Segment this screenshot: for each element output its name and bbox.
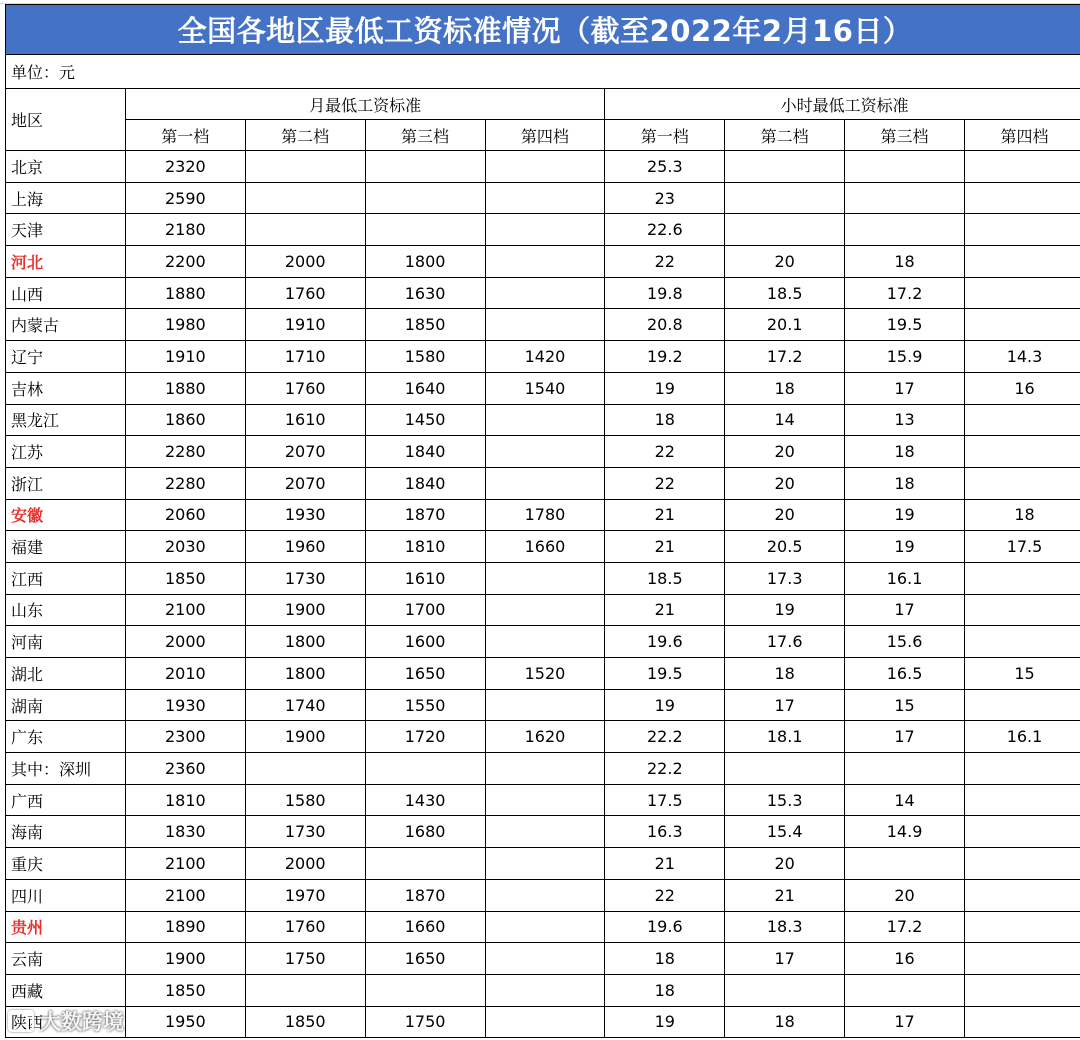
table-row bbox=[6, 246, 1080, 278]
table-row bbox=[6, 467, 1080, 499]
monthly-tier-1-cell[interactable]: 1830 bbox=[125, 816, 245, 848]
hourly-tier-3-cell[interactable]: 16.5 bbox=[845, 658, 965, 690]
hourly-tier-4-cell[interactable] bbox=[965, 182, 1080, 214]
monthly-tier-4-cell[interactable] bbox=[485, 436, 605, 468]
monthly-tier-4-cell[interactable] bbox=[485, 816, 605, 848]
hourly-tier-2-cell[interactable]: 15.3 bbox=[725, 784, 845, 816]
table-row bbox=[6, 277, 1080, 309]
hourly-tier-4-cell[interactable] bbox=[965, 309, 1080, 341]
hourly-tier-3-cell[interactable]: 13 bbox=[845, 404, 965, 436]
monthly-tier-3-cell[interactable] bbox=[365, 974, 485, 1006]
hourly-tier-4-cell[interactable]: 14.3 bbox=[965, 341, 1080, 373]
monthly-tier-4-cell[interactable] bbox=[485, 182, 605, 214]
monthly-tier-4-cell[interactable]: 1540 bbox=[485, 372, 605, 404]
monthly-tier-2-cell[interactable]: 1740 bbox=[245, 689, 365, 721]
monthly-tier-1-cell[interactable]: 1980 bbox=[125, 309, 245, 341]
hourly-tier-1-cell[interactable]: 19 bbox=[605, 372, 725, 404]
hourly-tier-4-cell[interactable] bbox=[965, 816, 1080, 848]
monthly-tier-3-header[interactable]: 第三档 bbox=[365, 120, 485, 151]
monthly-tier-2-cell[interactable]: 1970 bbox=[245, 879, 365, 911]
region-cell[interactable]: 黑龙江 bbox=[6, 404, 126, 436]
hourly-tier-3-cell[interactable]: 19 bbox=[845, 499, 965, 531]
monthly-tier-4-cell[interactable] bbox=[485, 974, 605, 1006]
hourly-tier-4-cell[interactable] bbox=[965, 784, 1080, 816]
region-cell[interactable]: 福建 bbox=[6, 531, 126, 563]
hourly-tier-2-cell[interactable]: 20 bbox=[725, 467, 845, 499]
hourly-tier-4-cell[interactable] bbox=[965, 151, 1080, 183]
hourly-tier-2-cell[interactable]: 19 bbox=[725, 594, 845, 626]
monthly-tier-3-cell[interactable]: 1550 bbox=[365, 689, 485, 721]
hourly-tier-2-cell[interactable] bbox=[725, 214, 845, 246]
hourly-tier-2-cell[interactable]: 20.5 bbox=[725, 531, 845, 563]
monthly-tier-4-cell[interactable] bbox=[485, 753, 605, 785]
hourly-tier-4-cell[interactable] bbox=[965, 848, 1080, 880]
region-cell[interactable]: 山西 bbox=[6, 277, 126, 309]
hourly-tier-2-header[interactable]: 第二档 bbox=[725, 120, 845, 151]
table-row bbox=[6, 341, 1080, 373]
table-row bbox=[6, 214, 1080, 246]
monthly-tier-1-header[interactable]: 第一档 bbox=[125, 120, 245, 151]
region-cell[interactable]: 广西 bbox=[6, 784, 126, 816]
region-cell[interactable]: 广东 bbox=[6, 721, 126, 753]
monthly-tier-4-cell[interactable]: 1660 bbox=[485, 531, 605, 563]
table-row bbox=[6, 784, 1080, 816]
hourly-tier-1-cell[interactable]: 19.2 bbox=[605, 341, 725, 373]
camera-icon bbox=[8, 1010, 34, 1032]
monthly-tier-1-cell[interactable]: 2590 bbox=[125, 182, 245, 214]
hourly-tier-1-cell[interactable]: 19 bbox=[605, 689, 725, 721]
monthly-tier-1-cell[interactable]: 2300 bbox=[125, 721, 245, 753]
hourly-tier-2-cell[interactable]: 17 bbox=[725, 689, 845, 721]
monthly-tier-2-cell[interactable]: 1900 bbox=[245, 721, 365, 753]
monthly-tier-4-cell[interactable] bbox=[485, 562, 605, 594]
monthly-tier-3-cell[interactable]: 1640 bbox=[365, 372, 485, 404]
monthly-tier-1-cell[interactable]: 2280 bbox=[125, 436, 245, 468]
hourly-tier-4-cell[interactable] bbox=[965, 879, 1080, 911]
monthly-tier-1-cell[interactable]: 1930 bbox=[125, 689, 245, 721]
table-row bbox=[6, 372, 1080, 404]
hourly-tier-1-cell[interactable]: 20.8 bbox=[605, 309, 725, 341]
hourly-tier-3-cell[interactable] bbox=[845, 753, 965, 785]
hourly-tier-4-cell[interactable] bbox=[965, 689, 1080, 721]
region-cell[interactable]: 四川 bbox=[6, 879, 126, 911]
monthly-tier-1-cell[interactable]: 1860 bbox=[125, 404, 245, 436]
region-cell[interactable]: 辽宁 bbox=[6, 341, 126, 373]
tier-header-row bbox=[6, 120, 1080, 151]
monthly-tier-2-cell[interactable]: 2070 bbox=[245, 467, 365, 499]
monthly-tier-2-cell[interactable]: 1800 bbox=[245, 658, 365, 690]
monthly-tier-2-cell[interactable]: 1730 bbox=[245, 816, 365, 848]
hourly-tier-3-cell[interactable]: 17.2 bbox=[845, 911, 965, 943]
monthly-tier-3-cell[interactable] bbox=[365, 151, 485, 183]
monthly-tier-3-cell[interactable]: 1840 bbox=[365, 436, 485, 468]
hourly-tier-2-cell[interactable] bbox=[725, 753, 845, 785]
monthly-tier-3-cell[interactable]: 1580 bbox=[365, 341, 485, 373]
monthly-tier-2-cell[interactable] bbox=[245, 753, 365, 785]
hourly-tier-4-cell[interactable] bbox=[965, 562, 1080, 594]
hourly-tier-2-cell[interactable]: 18 bbox=[725, 658, 845, 690]
monthly-tier-3-cell[interactable]: 1450 bbox=[365, 404, 485, 436]
hourly-tier-4-cell[interactable] bbox=[965, 404, 1080, 436]
hourly-tier-4-cell[interactable] bbox=[965, 436, 1080, 468]
hourly-tier-2-cell[interactable]: 18.5 bbox=[725, 277, 845, 309]
table-row bbox=[6, 1006, 1080, 1038]
monthly-tier-2-cell[interactable]: 1850 bbox=[245, 1006, 365, 1038]
monthly-tier-2-cell[interactable]: 1730 bbox=[245, 562, 365, 594]
monthly-tier-1-cell[interactable]: 1950 bbox=[125, 1006, 245, 1038]
hourly-tier-3-cell[interactable] bbox=[845, 974, 965, 1006]
hourly-tier-2-cell[interactable]: 18.3 bbox=[725, 911, 845, 943]
table-row bbox=[6, 499, 1080, 531]
region-cell[interactable]: 重庆 bbox=[6, 848, 126, 880]
monthly-tier-2-cell[interactable] bbox=[245, 974, 365, 1006]
table-row bbox=[6, 309, 1080, 341]
hourly-tier-4-cell[interactable]: 15 bbox=[965, 658, 1080, 690]
monthly-tier-2-cell[interactable]: 1610 bbox=[245, 404, 365, 436]
monthly-tier-2-cell[interactable]: 1800 bbox=[245, 626, 365, 658]
region-cell[interactable]: 西藏 bbox=[6, 974, 126, 1006]
hourly-tier-2-cell[interactable]: 20 bbox=[725, 848, 845, 880]
watermark-text: 大数跨境 bbox=[40, 1010, 124, 1034]
monthly-tier-3-cell[interactable]: 1610 bbox=[365, 562, 485, 594]
table-title[interactable]: 全国各地区最低工资标准情况（截至2022年2月16日） bbox=[6, 5, 1080, 55]
hourly-tier-2-cell[interactable]: 18.1 bbox=[725, 721, 845, 753]
monthly-tier-2-cell[interactable]: 1910 bbox=[245, 309, 365, 341]
region-cell[interactable]: 河北 bbox=[6, 246, 126, 278]
hourly-tier-1-cell[interactable]: 19.6 bbox=[605, 911, 725, 943]
monthly-tier-4-cell[interactable] bbox=[485, 467, 605, 499]
table-row bbox=[6, 562, 1080, 594]
monthly-tier-2-cell[interactable]: 1760 bbox=[245, 277, 365, 309]
table-row bbox=[6, 151, 1080, 183]
region-cell[interactable]: 江西 bbox=[6, 562, 126, 594]
monthly-tier-2-cell[interactable]: 1750 bbox=[245, 943, 365, 975]
monthly-tier-1-cell[interactable]: 1850 bbox=[125, 974, 245, 1006]
monthly-tier-4-cell[interactable] bbox=[485, 879, 605, 911]
monthly-tier-3-cell[interactable]: 1650 bbox=[365, 943, 485, 975]
region-header[interactable]: 地区 bbox=[6, 89, 126, 151]
monthly-tier-1-cell[interactable]: 2200 bbox=[125, 246, 245, 278]
hourly-tier-3-cell[interactable]: 15.9 bbox=[845, 341, 965, 373]
hourly-tier-4-cell[interactable]: 16.1 bbox=[965, 721, 1080, 753]
hourly-tier-2-cell[interactable]: 18 bbox=[725, 372, 845, 404]
table-row bbox=[6, 974, 1080, 1006]
region-cell[interactable]: 湖北 bbox=[6, 658, 126, 690]
hourly-tier-1-cell[interactable]: 22 bbox=[605, 246, 725, 278]
hourly-tier-3-cell[interactable]: 14 bbox=[845, 784, 965, 816]
monthly-tier-4-cell[interactable] bbox=[485, 1006, 605, 1038]
hourly-tier-3-cell[interactable]: 15.6 bbox=[845, 626, 965, 658]
table-row bbox=[6, 689, 1080, 721]
hourly-tier-1-cell[interactable]: 22.6 bbox=[605, 214, 725, 246]
monthly-tier-1-cell[interactable]: 1890 bbox=[125, 911, 245, 943]
hourly-tier-2-cell[interactable]: 20 bbox=[725, 436, 845, 468]
hourly-tier-1-cell[interactable]: 16.3 bbox=[605, 816, 725, 848]
region-cell[interactable]: 河南 bbox=[6, 626, 126, 658]
table-row bbox=[6, 911, 1080, 943]
region-cell[interactable]: 浙江 bbox=[6, 467, 126, 499]
hourly-tier-2-cell[interactable]: 14 bbox=[725, 404, 845, 436]
region-cell[interactable]: 上海 bbox=[6, 182, 126, 214]
minimum-wage-table bbox=[5, 4, 1080, 1038]
hourly-tier-4-cell[interactable] bbox=[965, 943, 1080, 975]
monthly-tier-4-cell[interactable] bbox=[485, 626, 605, 658]
monthly-tier-4-cell[interactable]: 1520 bbox=[485, 658, 605, 690]
region-cell[interactable]: 其中：深圳 bbox=[6, 753, 126, 785]
monthly-tier-1-cell[interactable]: 1850 bbox=[125, 562, 245, 594]
table-row bbox=[6, 594, 1080, 626]
table-row bbox=[6, 404, 1080, 436]
hourly-tier-1-cell[interactable]: 19.8 bbox=[605, 277, 725, 309]
hourly-tier-2-cell[interactable] bbox=[725, 974, 845, 1006]
monthly-tier-3-cell[interactable]: 1700 bbox=[365, 594, 485, 626]
monthly-tier-3-cell[interactable]: 1810 bbox=[365, 531, 485, 563]
table-row bbox=[6, 626, 1080, 658]
hourly-tier-4-cell[interactable] bbox=[965, 214, 1080, 246]
monthly-tier-2-cell[interactable]: 2000 bbox=[245, 246, 365, 278]
hourly-tier-1-cell[interactable]: 18 bbox=[605, 974, 725, 1006]
table-row bbox=[6, 531, 1080, 563]
monthly-tier-1-cell[interactable]: 1880 bbox=[125, 277, 245, 309]
monthly-tier-3-cell[interactable]: 1800 bbox=[365, 246, 485, 278]
hourly-tier-3-cell[interactable]: 16 bbox=[845, 943, 965, 975]
monthly-group-header[interactable]: 月最低工资标准 bbox=[125, 89, 605, 120]
monthly-tier-3-cell[interactable]: 1650 bbox=[365, 658, 485, 690]
monthly-tier-2-cell[interactable] bbox=[245, 182, 365, 214]
monthly-tier-1-cell[interactable]: 2100 bbox=[125, 594, 245, 626]
hourly-tier-2-cell[interactable]: 20.1 bbox=[725, 309, 845, 341]
monthly-tier-2-cell[interactable]: 1760 bbox=[245, 372, 365, 404]
hourly-tier-2-cell[interactable]: 17.6 bbox=[725, 626, 845, 658]
monthly-tier-1-cell[interactable]: 2000 bbox=[125, 626, 245, 658]
hourly-tier-2-cell[interactable] bbox=[725, 182, 845, 214]
monthly-tier-3-cell[interactable] bbox=[365, 848, 485, 880]
monthly-tier-1-cell[interactable]: 2010 bbox=[125, 658, 245, 690]
monthly-tier-2-cell[interactable] bbox=[245, 151, 365, 183]
monthly-tier-3-cell[interactable]: 1680 bbox=[365, 816, 485, 848]
hourly-tier-3-cell[interactable] bbox=[845, 214, 965, 246]
hourly-tier-2-cell[interactable]: 21 bbox=[725, 879, 845, 911]
hourly-tier-3-cell[interactable]: 17 bbox=[845, 1006, 965, 1038]
hourly-tier-4-cell[interactable] bbox=[965, 246, 1080, 278]
hourly-tier-1-cell[interactable]: 19.5 bbox=[605, 658, 725, 690]
hourly-tier-2-cell[interactable]: 17 bbox=[725, 943, 845, 975]
monthly-tier-2-cell[interactable] bbox=[245, 214, 365, 246]
table-row bbox=[6, 943, 1080, 975]
monthly-tier-3-cell[interactable]: 1870 bbox=[365, 499, 485, 531]
monthly-tier-2-cell[interactable]: 2000 bbox=[245, 848, 365, 880]
hourly-tier-1-cell[interactable]: 22.2 bbox=[605, 753, 725, 785]
hourly-tier-1-header[interactable]: 第一档 bbox=[605, 120, 725, 151]
monthly-tier-3-cell[interactable]: 1840 bbox=[365, 467, 485, 499]
hourly-tier-3-cell[interactable]: 18 bbox=[845, 246, 965, 278]
hourly-tier-2-cell[interactable]: 20 bbox=[725, 246, 845, 278]
monthly-tier-3-cell[interactable] bbox=[365, 214, 485, 246]
hourly-tier-3-cell[interactable]: 18 bbox=[845, 467, 965, 499]
region-cell[interactable]: 海南 bbox=[6, 816, 126, 848]
region-cell[interactable]: 内蒙古 bbox=[6, 309, 126, 341]
hourly-tier-3-cell[interactable] bbox=[845, 848, 965, 880]
hourly-tier-3-cell[interactable]: 20 bbox=[845, 879, 965, 911]
monthly-tier-3-cell[interactable]: 1750 bbox=[365, 1006, 485, 1038]
monthly-tier-3-cell[interactable]: 1720 bbox=[365, 721, 485, 753]
hourly-tier-1-cell[interactable]: 18.5 bbox=[605, 562, 725, 594]
hourly-tier-1-cell[interactable]: 22 bbox=[605, 467, 725, 499]
hourly-tier-3-cell[interactable]: 17 bbox=[845, 372, 965, 404]
hourly-tier-3-cell[interactable]: 15 bbox=[845, 689, 965, 721]
region-cell[interactable]: 安徽 bbox=[6, 499, 126, 531]
hourly-tier-4-cell[interactable]: 17.5 bbox=[965, 531, 1080, 563]
hourly-tier-2-cell[interactable]: 17.2 bbox=[725, 341, 845, 373]
table-row bbox=[6, 816, 1080, 848]
hourly-tier-1-cell[interactable]: 19 bbox=[605, 1006, 725, 1038]
table-row bbox=[6, 721, 1080, 753]
monthly-tier-1-cell[interactable]: 1880 bbox=[125, 372, 245, 404]
region-cell[interactable]: 吉林 bbox=[6, 372, 126, 404]
hourly-tier-3-cell[interactable]: 17 bbox=[845, 721, 965, 753]
monthly-tier-4-cell[interactable] bbox=[485, 784, 605, 816]
hourly-tier-2-cell[interactable]: 15.4 bbox=[725, 816, 845, 848]
hourly-tier-2-cell[interactable] bbox=[725, 151, 845, 183]
monthly-tier-1-cell[interactable]: 2100 bbox=[125, 848, 245, 880]
hourly-tier-4-cell[interactable] bbox=[965, 626, 1080, 658]
monthly-tier-4-cell[interactable] bbox=[485, 689, 605, 721]
monthly-tier-3-cell[interactable]: 1850 bbox=[365, 309, 485, 341]
monthly-tier-4-cell[interactable] bbox=[485, 943, 605, 975]
monthly-tier-2-cell[interactable]: 1760 bbox=[245, 911, 365, 943]
hourly-tier-1-cell[interactable]: 21 bbox=[605, 531, 725, 563]
hourly-tier-3-cell[interactable]: 14.9 bbox=[845, 816, 965, 848]
hourly-tier-3-cell[interactable] bbox=[845, 151, 965, 183]
hourly-tier-1-cell[interactable]: 22 bbox=[605, 879, 725, 911]
hourly-tier-3-cell[interactable]: 16.1 bbox=[845, 562, 965, 594]
monthly-tier-1-cell[interactable]: 1900 bbox=[125, 943, 245, 975]
region-cell[interactable]: 江苏 bbox=[6, 436, 126, 468]
monthly-tier-3-cell[interactable]: 1430 bbox=[365, 784, 485, 816]
monthly-tier-2-header[interactable]: 第二档 bbox=[245, 120, 365, 151]
region-cell[interactable]: 山东 bbox=[6, 594, 126, 626]
hourly-tier-1-cell[interactable]: 19.6 bbox=[605, 626, 725, 658]
hourly-tier-1-cell[interactable]: 18 bbox=[605, 404, 725, 436]
hourly-tier-1-cell[interactable]: 21 bbox=[605, 594, 725, 626]
table-row bbox=[6, 436, 1080, 468]
unit-label[interactable]: 单位：元 bbox=[6, 55, 1080, 89]
monthly-tier-2-cell[interactable]: 1710 bbox=[245, 341, 365, 373]
region-cell[interactable]: 陕西 bbox=[6, 1006, 126, 1038]
monthly-tier-4-cell[interactable]: 1780 bbox=[485, 499, 605, 531]
region-cell[interactable]: 云南 bbox=[6, 943, 126, 975]
hourly-tier-4-cell[interactable] bbox=[965, 911, 1080, 943]
monthly-tier-3-cell[interactable] bbox=[365, 182, 485, 214]
table-row bbox=[6, 658, 1080, 690]
hourly-tier-4-cell[interactable]: 18 bbox=[965, 499, 1080, 531]
region-cell[interactable]: 贵州 bbox=[6, 911, 126, 943]
monthly-tier-4-cell[interactable] bbox=[485, 911, 605, 943]
monthly-tier-2-cell[interactable]: 1580 bbox=[245, 784, 365, 816]
hourly-tier-1-cell[interactable]: 18 bbox=[605, 943, 725, 975]
region-cell[interactable]: 北京 bbox=[6, 151, 126, 183]
table-row bbox=[6, 879, 1080, 911]
monthly-tier-3-cell[interactable]: 1600 bbox=[365, 626, 485, 658]
monthly-tier-4-cell[interactable]: 1420 bbox=[485, 341, 605, 373]
table-row bbox=[6, 848, 1080, 880]
hourly-tier-1-cell[interactable]: 25.3 bbox=[605, 151, 725, 183]
hourly-tier-1-cell[interactable]: 22 bbox=[605, 436, 725, 468]
hourly-tier-3-cell[interactable]: 17 bbox=[845, 594, 965, 626]
hourly-tier-1-cell[interactable]: 21 bbox=[605, 499, 725, 531]
hourly-tier-3-cell[interactable]: 18 bbox=[845, 436, 965, 468]
hourly-tier-4-cell[interactable] bbox=[965, 1006, 1080, 1038]
region-cell[interactable]: 天津 bbox=[6, 214, 126, 246]
hourly-tier-1-cell[interactable]: 17.5 bbox=[605, 784, 725, 816]
monthly-tier-4-cell[interactable] bbox=[485, 594, 605, 626]
hourly-tier-4-cell[interactable] bbox=[965, 467, 1080, 499]
monthly-tier-1-cell[interactable]: 2060 bbox=[125, 499, 245, 531]
monthly-tier-4-cell[interactable]: 1620 bbox=[485, 721, 605, 753]
monthly-tier-1-cell[interactable]: 1910 bbox=[125, 341, 245, 373]
hourly-tier-1-cell[interactable]: 21 bbox=[605, 848, 725, 880]
hourly-tier-4-cell[interactable] bbox=[965, 974, 1080, 1006]
monthly-tier-4-cell[interactable] bbox=[485, 277, 605, 309]
monthly-tier-3-cell[interactable]: 1630 bbox=[365, 277, 485, 309]
monthly-tier-2-cell[interactable]: 1900 bbox=[245, 594, 365, 626]
hourly-tier-3-cell[interactable]: 17.2 bbox=[845, 277, 965, 309]
monthly-tier-4-cell[interactable] bbox=[485, 309, 605, 341]
monthly-tier-2-cell[interactable]: 1960 bbox=[245, 531, 365, 563]
hourly-tier-4-cell[interactable] bbox=[965, 594, 1080, 626]
hourly-tier-4-cell[interactable] bbox=[965, 277, 1080, 309]
monthly-tier-4-cell[interactable] bbox=[485, 214, 605, 246]
hourly-tier-4-cell[interactable]: 16 bbox=[965, 372, 1080, 404]
hourly-tier-3-header[interactable]: 第三档 bbox=[845, 120, 965, 151]
hourly-tier-3-cell[interactable]: 19 bbox=[845, 531, 965, 563]
table-row bbox=[6, 753, 1080, 785]
monthly-tier-4-cell[interactable] bbox=[485, 848, 605, 880]
hourly-tier-1-cell[interactable]: 23 bbox=[605, 182, 725, 214]
watermark bbox=[8, 1006, 124, 1036]
monthly-tier-1-cell[interactable]: 2030 bbox=[125, 531, 245, 563]
hourly-group-header[interactable]: 小时最低工资标准 bbox=[605, 89, 1080, 120]
monthly-tier-4-cell[interactable] bbox=[485, 246, 605, 278]
region-cell[interactable]: 湖南 bbox=[6, 689, 126, 721]
hourly-tier-3-cell[interactable]: 19.5 bbox=[845, 309, 965, 341]
monthly-tier-1-cell[interactable]: 2360 bbox=[125, 753, 245, 785]
hourly-tier-4-cell[interactable] bbox=[965, 753, 1080, 785]
monthly-tier-4-header[interactable]: 第四档 bbox=[485, 120, 605, 151]
monthly-tier-1-cell[interactable]: 2180 bbox=[125, 214, 245, 246]
monthly-tier-1-cell[interactable]: 2280 bbox=[125, 467, 245, 499]
monthly-tier-1-cell[interactable]: 1810 bbox=[125, 784, 245, 816]
monthly-tier-1-cell[interactable]: 2320 bbox=[125, 151, 245, 183]
monthly-tier-4-cell[interactable] bbox=[485, 151, 605, 183]
hourly-tier-4-header[interactable]: 第四档 bbox=[965, 120, 1080, 151]
hourly-tier-2-cell[interactable]: 20 bbox=[725, 499, 845, 531]
monthly-tier-1-cell[interactable]: 2100 bbox=[125, 879, 245, 911]
monthly-tier-2-cell[interactable]: 1930 bbox=[245, 499, 365, 531]
monthly-tier-3-cell[interactable]: 1870 bbox=[365, 879, 485, 911]
monthly-tier-3-cell[interactable]: 1660 bbox=[365, 911, 485, 943]
hourly-tier-3-cell[interactable] bbox=[845, 182, 965, 214]
table-row bbox=[6, 182, 1080, 214]
monthly-tier-4-cell[interactable] bbox=[485, 404, 605, 436]
hourly-tier-2-cell[interactable]: 18 bbox=[725, 1006, 845, 1038]
hourly-tier-1-cell[interactable]: 22.2 bbox=[605, 721, 725, 753]
monthly-tier-2-cell[interactable]: 2070 bbox=[245, 436, 365, 468]
monthly-tier-3-cell[interactable] bbox=[365, 753, 485, 785]
hourly-tier-2-cell[interactable]: 17.3 bbox=[725, 562, 845, 594]
